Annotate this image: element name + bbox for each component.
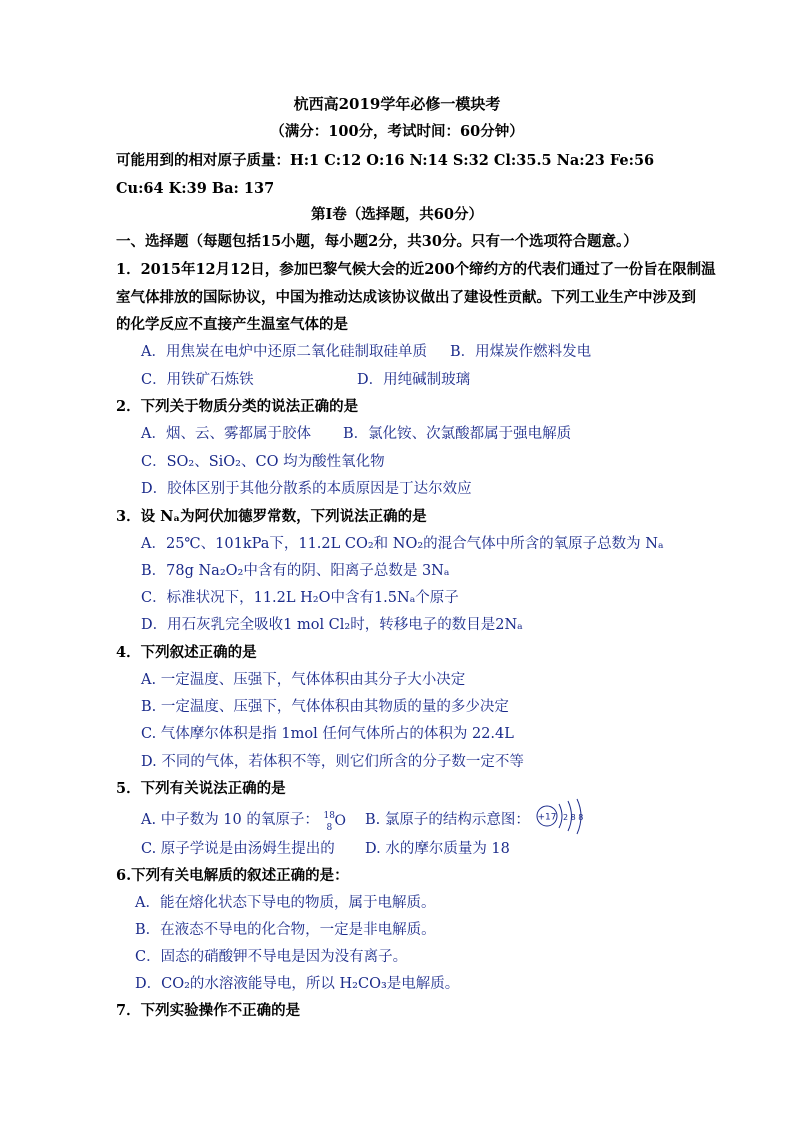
q2-option-c: C．SO₂、SiO₂、CO 均为酸性氧化物 — [141, 454, 385, 470]
q2-stem: 2．下列关于物质分类的说法正确的是 — [116, 398, 359, 415]
q5-option-b: B. 氯原子的结构示意图： — [365, 812, 530, 828]
q5-option-a-row — [141, 810, 361, 833]
oxygen-isotope-notation — [323, 810, 349, 833]
isotope-symbol: O — [334, 813, 346, 829]
q5-stem: 5．下列有关说法正确的是 — [116, 780, 286, 797]
q3-option-c: C．标准状况下，11.2L H₂O中含有1.5Nₐ个原子 — [141, 590, 459, 606]
q4-option-c: C. 气体摩尔体积是指 1mol 任何气体所占的体积为 22.4L — [141, 726, 514, 742]
q4-option-d: D. 不同的气体，若体积不等，则它们所含的分子数一定不等 — [141, 754, 524, 770]
part-title: 第Ⅰ卷（选择题，共60分） — [311, 206, 483, 223]
q5-option-c: C. 原子学说是由汤姆生提出的 — [141, 841, 335, 857]
q1-stem-line-2: 室气体排放的国际协议，中国为推动达成该协议做出了建设性贡献。下列工业生产中涉及到 — [116, 289, 696, 306]
atomic-masses-line-1: 可能用到的相对原子质量：H:1 C:12 O:16 N:14 S:32 Cl:35.5 Na:23 Fe:56 — [116, 152, 655, 169]
q2-option-a: A．烟、云、雾都属于胶体 — [141, 426, 311, 442]
q3-option-b: B．78g Na₂O₂中含有的阴、阳离子总数是 3Nₐ — [141, 563, 450, 579]
exam-subtitle: （满分：100分，考试时间：60分钟） — [270, 123, 524, 140]
q3-option-a: A．25℃、101kPa下，11.2L CO₂和 NO₂的混合气体中所含的氧原子总数为 Nₐ — [141, 536, 664, 552]
q5-option-d: D. 水的摩尔质量为 18 — [365, 841, 510, 857]
q1-stem-line-3: 的化学反应不直接产生温室气体的是 — [116, 316, 348, 333]
isotope-mass-number: 18 — [323, 811, 335, 821]
q6-option-b: B．在液态不导电的化合物，一定是非电解质。 — [135, 922, 436, 938]
q3-option-d: D．用石灰乳完全吸收1 mol Cl₂时，转移电子的数目是2Nₐ — [141, 617, 523, 633]
q1-option-a: A．用焦炭在电炉中还原二氧化硅制取硅单质 — [141, 344, 427, 360]
q6-option-a: A．能在熔化状态下导电的物质，属于电解质。 — [135, 895, 436, 911]
electron-shells: 2 8 8 — [563, 813, 584, 822]
nucleus-charge: +17 — [537, 812, 557, 823]
q1-option-d: D．用纯碱制玻璃 — [357, 372, 471, 388]
section-heading: 一、选择题（每题包括15小题，每小题2分，共30分。只有一个选项符合题意。） — [116, 233, 638, 250]
q4-option-a: A. 一定温度、压强下，气体体积由其分子大小决定 — [141, 672, 466, 688]
q6-option-d: D．CO₂的水溶液能导电，所以 H₂CO₃是电解质。 — [135, 976, 460, 992]
q2-option-d: D．胶体区别于其他分散系的本质原因是丁达尔效应 — [141, 481, 472, 497]
q1-stem-line-1: 1．2015年12月12日，参加巴黎气候大会的近200个缔约方的代表们通过了一份旨在限制温 — [116, 261, 716, 278]
atomic-masses-line-2: Cu:64 K:39 Ba: 137 — [116, 180, 275, 197]
q4-stem: 4．下列叙述正确的是 — [116, 644, 257, 661]
q4-option-b: B. 一定温度、压强下，气体体积由其物质的量的多少决定 — [141, 699, 509, 715]
q3-stem: 3．设 Nₐ为阿伏加德罗常数，下列说法正确的是 — [116, 508, 427, 525]
chlorine-atom-structure-diagram — [535, 798, 595, 838]
q5-option-a: A. 中子数为 10 的氧原子： — [141, 812, 319, 828]
isotope-atomic-number: 8 — [326, 823, 333, 833]
q7-stem: 7．下列实验操作不正确的是 — [116, 1002, 301, 1019]
q1-option-b: B．用煤炭作燃料发电 — [450, 344, 592, 360]
q2-option-b: B．氯化铵、次氯酸都属于强电解质 — [343, 426, 572, 442]
exam-title: 杭西高2019学年必修一模块考 — [293, 95, 501, 113]
q6-stem: 6.下列有关电解质的叙述正确的是： — [116, 867, 349, 884]
q1-option-c: C．用铁矿石炼铁 — [141, 372, 254, 388]
q6-option-c: C．固态的硝酸钾不导电是因为没有离子。 — [135, 949, 408, 965]
